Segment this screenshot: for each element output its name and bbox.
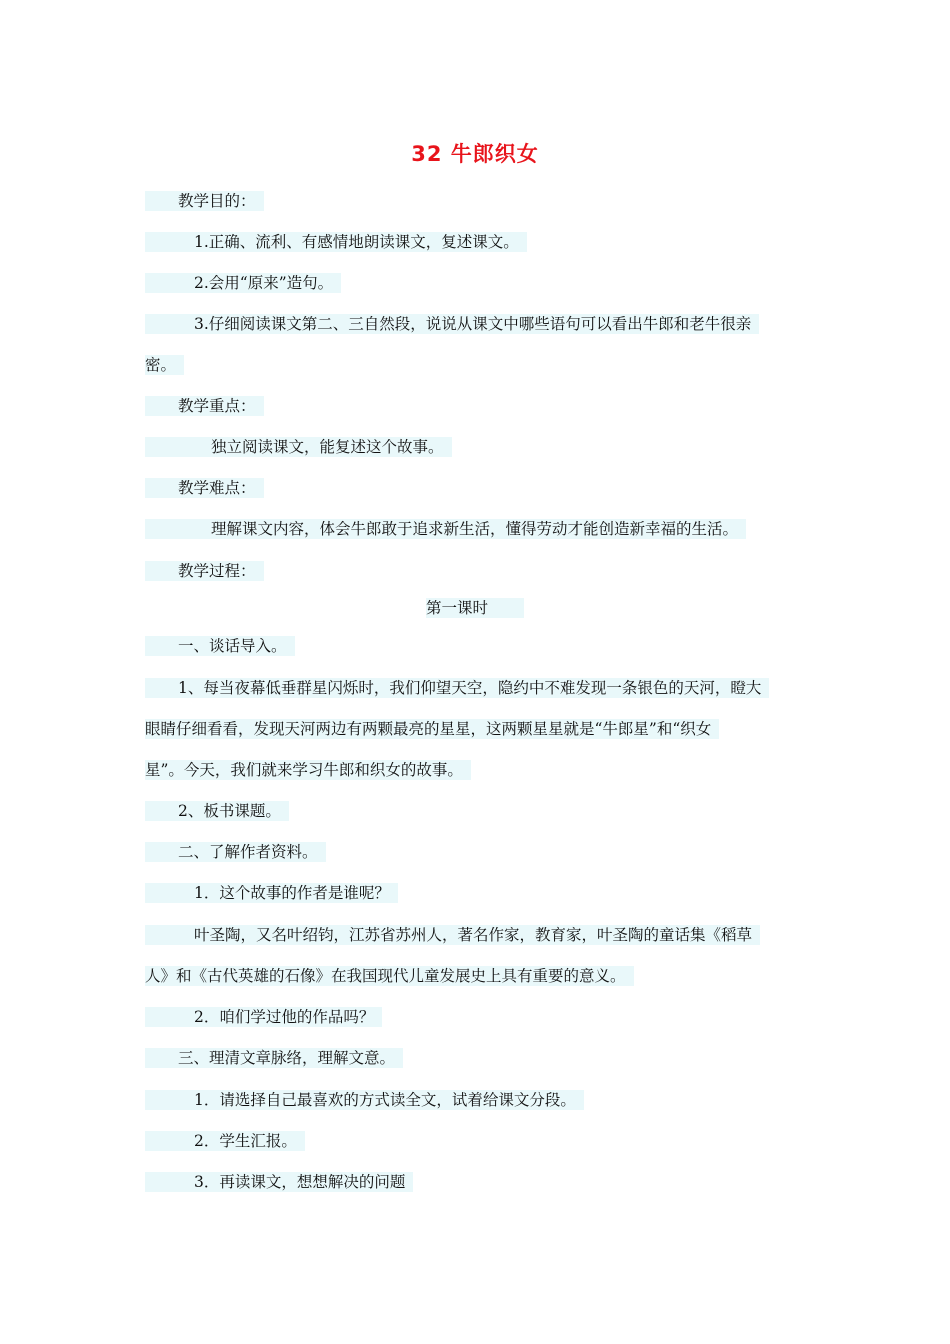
text-line (145, 966, 634, 986)
document-title: 32 牛郎织女 (411, 142, 539, 166)
text-line (145, 273, 341, 293)
text-line (145, 801, 289, 821)
text-line (145, 191, 264, 211)
line-text: 密。 (145, 355, 184, 375)
text-line (145, 719, 719, 739)
text-line (145, 1090, 584, 1110)
line-text: 教学目的： (145, 191, 264, 211)
line-text: 3.仔细阅读课文第二、三自然段，说说从课文中哪些语句可以看出牛郎和老牛很亲 (145, 314, 759, 334)
text-line (145, 636, 295, 656)
text-line (145, 396, 264, 416)
text-line (145, 1048, 403, 1068)
text-line (145, 1007, 382, 1027)
text-line (145, 314, 759, 334)
line-text: 独立阅读课文，能复述这个故事。 (145, 437, 452, 457)
text-line (145, 883, 398, 903)
line-text: 星”。今天，我们就来学习牛郎和织女的故事。 (145, 760, 471, 780)
line-text: 1.正确、流利、有感情地朗读课文，复述课文。 (145, 232, 527, 252)
line-text: 2．学生汇报。 (145, 1131, 305, 1151)
line-text: 3．再读课文，想想解决的问题 (145, 1172, 413, 1192)
line-text: 眼睛仔细看看，发现天河两边有两颗最亮的星星，这两颗星星就是“牛郎星”和“织女 (145, 719, 719, 739)
text-line (145, 842, 326, 862)
text-line (145, 519, 746, 539)
line-text: 叶圣陶，又名叶绍钧，江苏省苏州人，著名作家，教育家，叶圣陶的童话集《稻草 (145, 925, 760, 945)
line-text: 1．这个故事的作者是谁呢？ (145, 883, 398, 903)
text-line (145, 478, 264, 498)
line-text: 三、理清文章脉络，理解文意。 (145, 1048, 403, 1068)
line-text: 教学重点： (145, 396, 264, 416)
line-text: 第一课时 (426, 598, 524, 618)
line-text: 2.会用“原来”造句。 (145, 273, 341, 293)
text-line (145, 355, 184, 375)
line-text: 理解课文内容，体会牛郎敢于追求新生活，懂得劳动才能创造新幸福的生活。 (145, 519, 746, 539)
line-text: 二、了解作者资料。 (145, 842, 326, 862)
text-line (145, 232, 527, 252)
text-line (145, 437, 452, 457)
section-heading (0, 598, 950, 618)
line-text: 教学难点： (145, 478, 264, 498)
text-line (145, 1172, 413, 1192)
line-text: 1、每当夜幕低垂群星闪烁时，我们仰望天空，隐约中不难发现一条银色的天河，瞪大 (145, 678, 769, 698)
text-line (145, 561, 264, 581)
text-line (145, 678, 769, 698)
line-text: 2．咱们学过他的作品吗？ (145, 1007, 382, 1027)
line-text: 人》和《古代英雄的石像》在我国现代儿童发展史上具有重要的意义。 (145, 966, 634, 986)
line-text: 教学过程： (145, 561, 264, 581)
line-text: 2、板书课题。 (145, 801, 289, 821)
line-text: 一、谈话导入。 (145, 636, 295, 656)
line-text: 1．请选择自己最喜欢的方式读全文，试着给课文分段。 (145, 1090, 584, 1110)
text-line (145, 925, 760, 945)
text-line (145, 760, 471, 780)
text-line (145, 1131, 305, 1151)
